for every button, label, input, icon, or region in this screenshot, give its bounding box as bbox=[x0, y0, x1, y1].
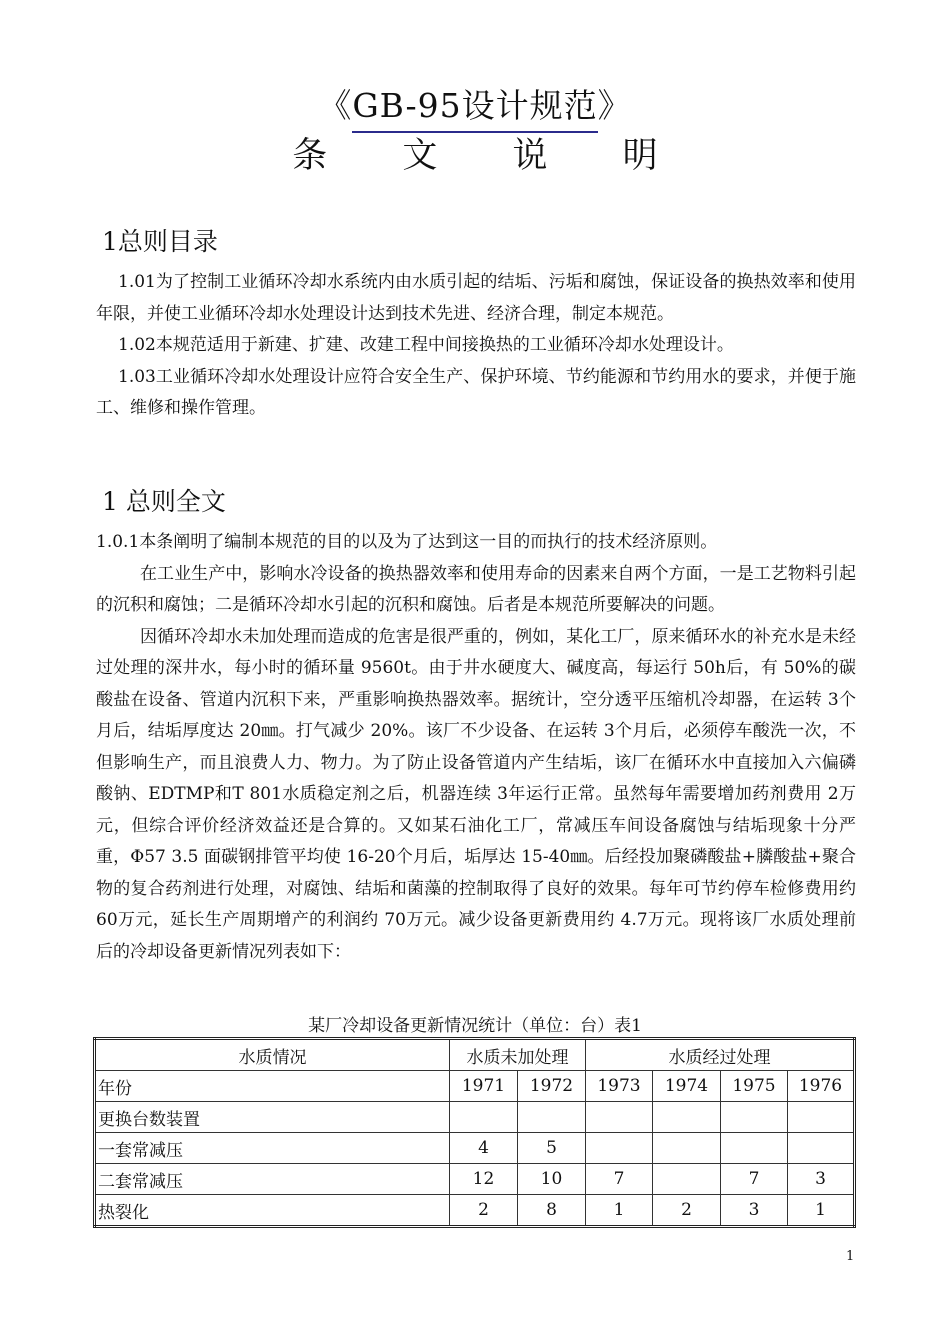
section2-heading: 1 总则全文 bbox=[102, 487, 226, 516]
table-year-row bbox=[95, 1071, 855, 1102]
table-cell bbox=[721, 1133, 788, 1164]
table-cell bbox=[450, 1102, 518, 1133]
table-row bbox=[95, 1102, 855, 1133]
year-cell: 1971 bbox=[450, 1071, 518, 1102]
table-cell bbox=[788, 1102, 855, 1133]
section2-body bbox=[96, 527, 856, 968]
table-cell: 12 bbox=[450, 1164, 518, 1195]
section1-item: 1.02本规范适用于新建、扩建、改建工程中间接换热的工业循环冷却水处理设计。 bbox=[118, 335, 734, 355]
row-label: 二套常减压 bbox=[95, 1164, 450, 1195]
document-title: 《GB-95设计规范》 bbox=[318, 86, 632, 125]
section2-paragraph: 在工业生产中，影响水冷设备的换热器效率和使用寿命的因素来自两个方面，一是工艺物料引起的沉积和腐蚀；二是循环冷却水引起的沉积和腐蚀。后者是本规范所要解决的问题。 bbox=[96, 563, 856, 615]
table-cell bbox=[586, 1102, 653, 1133]
table-cell: 3 bbox=[788, 1164, 855, 1195]
table-cell bbox=[653, 1164, 721, 1195]
table-cell bbox=[653, 1133, 721, 1164]
header-untreated: 水质未加处理 bbox=[450, 1039, 586, 1071]
table-caption: 某厂冷却设备更新情况统计（单位：台）表1 bbox=[308, 1016, 642, 1036]
table-cell: 1 bbox=[788, 1195, 855, 1227]
document-subtitle: 条 文 说 明 bbox=[292, 136, 690, 176]
table-cell: 7 bbox=[721, 1164, 788, 1195]
table-cell: 3 bbox=[721, 1195, 788, 1227]
table-cell: 2 bbox=[653, 1195, 721, 1227]
table-header-row bbox=[95, 1039, 855, 1071]
section1-item: 1.01为了控制工业循环冷却水系统内由水质引起的结垢、污垢和腐蚀，保证设备的换热效率和使用年限，并使工业循环冷却水处理设计达到技术先进、经济合理，制定本规范。 bbox=[96, 272, 856, 324]
row-label: 更换台数装置 bbox=[95, 1102, 450, 1133]
table-cell: 2 bbox=[450, 1195, 518, 1227]
section1-heading: 1总则目录 bbox=[102, 227, 218, 256]
year-cell: 1976 bbox=[788, 1071, 855, 1102]
table-cell bbox=[721, 1102, 788, 1133]
table-cell: 4 bbox=[450, 1133, 518, 1164]
table-cell bbox=[518, 1102, 586, 1133]
table-cell bbox=[788, 1133, 855, 1164]
table-row bbox=[95, 1195, 855, 1227]
page-number: 1 bbox=[846, 1249, 855, 1264]
table-cell: 8 bbox=[518, 1195, 586, 1227]
table-row bbox=[95, 1164, 855, 1195]
header-quality: 水质情况 bbox=[95, 1039, 450, 1071]
year-cell: 1975 bbox=[721, 1071, 788, 1102]
table-cell: 1 bbox=[586, 1195, 653, 1227]
table-cell: 10 bbox=[518, 1164, 586, 1195]
table-cell: 7 bbox=[586, 1164, 653, 1195]
year-cell: 1973 bbox=[586, 1071, 653, 1102]
header-treated: 水质经过处理 bbox=[586, 1039, 855, 1071]
section2-intro: 1.0.1本条阐明了编制本规范的目的以及为了达到这一目的而执行的技术经济原则。 bbox=[96, 532, 718, 552]
section1-body bbox=[96, 267, 856, 425]
section2-paragraph: 因循环冷却水未加处理而造成的危害是很严重的，例如，某化工厂，原来循环水的补充水是未经过处理的深井水，每小时的循环量 9560t。由于井水硬度大、碱度高，每运行 50h后，有 50%的碳酸盐在设备、管道内沉积下来，严重影响换热器效率。据统计，空分透平压缩机冷却器，在运转 3个月后，结垢厚度达 20㎜。打气减少 20%。该厂不少设备、在运转 3个月后，必须停车酸洗一次，不但影响生产，而且浪费人力、物力。为了防止设备管道内产生结垢，该厂在循环水中直接加入六偏磷酸钠、EDTMP和T 801水质稳定剂之后，机器连续 3年运行正常。虽然每年需要增加药剂费用 2万元，但综合评价经济效益还是合算的。又如某石油化工厂，常减压车间设备腐蚀与结垢现象十分严重，Φ57 3.5 面碳钢排管平均使 16-20个月后，垢厚达 15-40㎜。后经投加聚磷酸盐+膦酸盐+聚合物的复合药剂进行处理，对腐蚀、结垢和菌藻的控制取得了良好的效果。每年可节约停车检修费用约 60万元，延长生产周期增产的利润约 70万元。减少设备更新费用约 4.7万元。现将该厂水质处理前后的冷却设备更新情况列表如下： bbox=[96, 626, 856, 962]
section1-item: 1.03工业循环冷却水处理设计应符合安全生产、保护环境、节约能源和节约用水的要求，并便于施工、维修和操作管理。 bbox=[96, 366, 856, 418]
year-label: 年份 bbox=[95, 1071, 450, 1102]
table-cell bbox=[586, 1133, 653, 1164]
year-cell: 1974 bbox=[653, 1071, 721, 1102]
table-cell: 5 bbox=[518, 1133, 586, 1164]
row-label: 热裂化 bbox=[95, 1195, 450, 1227]
row-label: 一套常减压 bbox=[95, 1133, 450, 1164]
table-cell bbox=[653, 1102, 721, 1133]
year-cell: 1972 bbox=[518, 1071, 586, 1102]
table-row bbox=[95, 1133, 855, 1164]
equipment-table bbox=[93, 1037, 856, 1228]
